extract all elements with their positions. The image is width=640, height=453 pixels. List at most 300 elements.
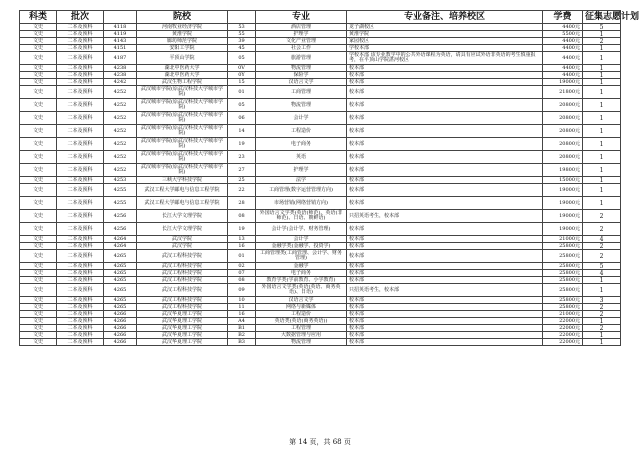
row-school-code: 4265 <box>104 270 137 277</box>
row-category: 文史 <box>20 99 57 112</box>
row-batch: 二本及预科 <box>57 112 104 125</box>
row-plan: 1 <box>583 177 621 184</box>
row-plan: 1 <box>583 284 621 297</box>
row-school-code: 4265 <box>104 263 137 270</box>
row-school-code: 4265 <box>104 250 137 263</box>
row-major-code: 14 <box>228 125 256 138</box>
row-major: 物流管理 <box>256 99 347 112</box>
row-remarks: 学校本部 <box>347 45 543 52</box>
row-school-code: 4151 <box>104 45 137 52</box>
row-school-code: 4264 <box>104 236 137 243</box>
header-category: 科类 <box>20 11 57 24</box>
row-major: 外国语言文学类(英语(英语、商务英语)、日语) <box>256 284 347 297</box>
row-school: 武汉工程科技学院 <box>137 277 228 284</box>
row-major-code: 08 <box>228 277 256 284</box>
row-school-code: 4265 <box>104 297 137 304</box>
row-major-code: 23 <box>228 151 256 164</box>
table-body <box>20 24 621 346</box>
table-row <box>20 72 621 79</box>
table-row <box>20 250 621 263</box>
row-category: 文史 <box>20 277 57 284</box>
row-major: 金融学类(金融学、投资学) <box>256 243 347 250</box>
row-major: 市场营销(网络营销方向) <box>256 197 347 210</box>
row-major-code: 16 <box>228 311 256 318</box>
row-plan: 3 <box>583 297 621 304</box>
row-school: 武汉城市学院(原武汉科技大学城市学院) <box>137 164 228 177</box>
row-school-code: 4265 <box>104 304 137 311</box>
row-school: 武汉城市学院(原武汉科技大学城市学院) <box>137 86 228 99</box>
row-school-code: 4255 <box>104 184 137 197</box>
row-category: 文史 <box>20 52 57 65</box>
row-school-code: 4264 <box>104 243 137 250</box>
row-tuition: 4400元 <box>543 72 583 79</box>
row-major-code: 01 <box>228 250 256 263</box>
row-tuition: 22000元 <box>543 318 583 325</box>
table-row <box>20 138 621 151</box>
row-tuition: 25800元 <box>543 250 583 263</box>
row-school-code: 4252 <box>104 125 137 138</box>
header-batch: 批次 <box>57 11 104 24</box>
row-plan: 5 <box>583 263 621 270</box>
row-plan: 1 <box>583 125 621 138</box>
row-major-code: 11 <box>228 304 256 311</box>
row-tuition: 21000元 <box>543 236 583 243</box>
row-major: 工程管理 <box>256 325 347 332</box>
row-tuition: 20800元 <box>543 112 583 125</box>
row-batch: 二本及预科 <box>57 99 104 112</box>
row-major: 电子商务 <box>256 138 347 151</box>
row-tuition: 4400元 <box>543 24 583 31</box>
row-school-code: 4252 <box>104 86 137 99</box>
row-plan: 2 <box>583 243 621 250</box>
row-school-code: 4252 <box>104 151 137 164</box>
row-remarks: 校本部 <box>347 236 543 243</box>
row-school-code: 4255 <box>104 197 137 210</box>
row-school: 武汉工程科技学院 <box>137 297 228 304</box>
row-batch: 二本及预科 <box>57 164 104 177</box>
row-tuition: 19000元 <box>543 197 583 210</box>
row-school-code: 4266 <box>104 332 137 339</box>
row-category: 文史 <box>20 65 57 72</box>
row-plan: 1 <box>583 138 621 151</box>
row-major-code: 07 <box>228 270 256 277</box>
row-batch: 二本及预科 <box>57 270 104 277</box>
row-school-code: 4119 <box>104 31 137 38</box>
table-row <box>20 65 621 72</box>
row-major: 网络与新媒体 <box>256 304 347 311</box>
row-tuition: 4400元 <box>543 65 583 72</box>
row-tuition: 22000元 <box>543 325 583 332</box>
row-plan: 1 <box>583 79 621 86</box>
row-plan: 2 <box>583 210 621 223</box>
header-major-code <box>228 11 256 24</box>
row-tuition: 19000元 <box>543 210 583 223</box>
row-remarks: 校本部 <box>347 125 543 138</box>
row-major: 电子商务 <box>256 270 347 277</box>
row-batch: 二本及预科 <box>57 45 104 52</box>
row-remarks: 家园校区 <box>347 38 543 45</box>
table-row <box>20 151 621 164</box>
header-tuition: 学费 <box>543 11 583 24</box>
row-batch: 二本及预科 <box>57 236 104 243</box>
row-major-code: 05 <box>228 99 256 112</box>
row-batch: 二本及预科 <box>57 318 104 325</box>
row-major: 汉语言文学 <box>256 297 347 304</box>
row-tuition: 25800元 <box>543 270 583 277</box>
row-plan: 1 <box>583 339 621 346</box>
row-major-code: 39 <box>228 38 256 45</box>
table-row <box>20 284 621 297</box>
row-school: 武汉华夏理工学院 <box>137 318 228 325</box>
row-category: 文史 <box>20 112 57 125</box>
row-school: 长江大学文理学院 <box>137 210 228 223</box>
row-major-code: 0Y <box>228 72 256 79</box>
row-major: 教育学类(学前教育、小学教育) <box>256 277 347 284</box>
row-tuition: 25800元 <box>543 297 583 304</box>
row-remarks: 校本部 <box>347 263 543 270</box>
row-major: 法学 <box>256 177 347 184</box>
page-footer: 第 14 页，共 68 页 <box>289 438 351 446</box>
row-major: 文化产业管理 <box>256 38 347 45</box>
row-batch: 二本及预科 <box>57 138 104 151</box>
row-batch: 二本及预科 <box>57 72 104 79</box>
row-tuition: 25800元 <box>543 284 583 297</box>
row-plan: 5 <box>583 24 621 31</box>
row-school-code: 4143 <box>104 38 137 45</box>
row-major-code: 13 <box>228 236 256 243</box>
table-row <box>20 277 621 284</box>
row-plan: 2 <box>583 311 621 318</box>
row-major-code: 0V <box>228 65 256 72</box>
table-row <box>20 339 621 346</box>
table-row <box>20 177 621 184</box>
row-batch: 二本及预科 <box>57 184 104 197</box>
row-school: 武汉学院 <box>137 243 228 250</box>
row-school: 武汉城市学院(原武汉科技大学城市学院) <box>137 125 228 138</box>
row-plan: 4 <box>583 236 621 243</box>
row-major-code: 19 <box>228 223 256 236</box>
row-major: 大数据管理与应用 <box>256 332 347 339</box>
row-remarks: 校本部 <box>347 297 543 304</box>
row-major: 工商管理类(工商管理、会计学、财务管理) <box>256 250 347 263</box>
row-school: 武汉工程大学邮电与信息工程学院 <box>137 184 228 197</box>
row-tuition: 4400元 <box>543 52 583 65</box>
row-tuition: 22000元 <box>543 332 583 339</box>
row-remarks: 校本部 <box>347 339 543 346</box>
table-row <box>20 24 621 31</box>
row-major: 酒店管理 <box>256 24 347 31</box>
row-major: 保险学 <box>256 72 347 79</box>
row-batch: 二本及预科 <box>57 86 104 99</box>
row-remarks: 校本部 <box>347 304 543 311</box>
row-school-code: 4256 <box>104 223 137 236</box>
header-remarks: 专业备注、培养校区 <box>347 11 543 24</box>
row-remarks: 校本部 <box>347 138 543 151</box>
row-batch: 二本及预科 <box>57 297 104 304</box>
row-school-code: 4266 <box>104 325 137 332</box>
table-row <box>20 79 621 86</box>
row-tuition: 4400元 <box>543 38 583 45</box>
row-category: 文史 <box>20 263 57 270</box>
table-row <box>20 236 621 243</box>
row-batch: 二本及预科 <box>57 284 104 297</box>
row-plan: 1 <box>583 65 621 72</box>
table-row <box>20 38 621 45</box>
row-school-code: 4253 <box>104 177 137 184</box>
row-tuition: 19000元 <box>543 79 583 86</box>
row-category: 文史 <box>20 197 57 210</box>
row-school: 河南牧业经济学院 <box>137 24 228 31</box>
row-remarks: 校本部 <box>347 277 543 284</box>
row-major: 护理学 <box>256 31 347 38</box>
row-remarks: 校本部 <box>347 184 543 197</box>
row-school-code: 4118 <box>104 24 137 31</box>
row-school: 黄淮学院 <box>137 31 228 38</box>
row-school-code: 4252 <box>104 99 137 112</box>
row-school-code: 4265 <box>104 284 137 297</box>
row-category: 文史 <box>20 177 57 184</box>
table-row <box>20 243 621 250</box>
row-school: 武汉城市学院(原武汉科技大学城市学院) <box>137 99 228 112</box>
row-major-code: 09 <box>228 284 256 297</box>
row-plan: 1 <box>583 31 621 38</box>
row-remarks: 校本部 <box>347 112 543 125</box>
row-major-code: 25 <box>228 177 256 184</box>
row-category: 文史 <box>20 184 57 197</box>
table-row <box>20 270 621 277</box>
row-tuition: 20800元 <box>543 138 583 151</box>
row-school: 武汉工程科技学院 <box>137 284 228 297</box>
row-category: 文史 <box>20 31 57 38</box>
row-remarks: 学校本部 该专业教学中的公共外语课程为英语，请具有应试外语非英语的考生慎重报考，在平顶山学院湛河校区 <box>347 52 543 65</box>
row-category: 文史 <box>20 325 57 332</box>
row-plan: 1 <box>583 99 621 112</box>
row-plan: 1 <box>583 45 621 52</box>
row-school: 武汉工程科技学院 <box>137 304 228 311</box>
row-remarks: 校本部 <box>347 318 543 325</box>
row-remarks: 校本部 <box>347 270 543 277</box>
row-plan: 1 <box>583 52 621 65</box>
table-row <box>20 86 621 99</box>
row-category: 文史 <box>20 318 57 325</box>
row-batch: 二本及预科 <box>57 223 104 236</box>
row-batch: 二本及预科 <box>57 151 104 164</box>
row-tuition: 21000元 <box>543 311 583 318</box>
row-plan: 1 <box>583 112 621 125</box>
table-row <box>20 325 621 332</box>
row-major: 会计学 <box>256 112 347 125</box>
row-tuition: 19800元 <box>543 164 583 177</box>
row-category: 文史 <box>20 236 57 243</box>
row-major: 英语类(英语(商务英语)) <box>256 318 347 325</box>
row-batch: 二本及预科 <box>57 125 104 138</box>
row-batch: 二本及预科 <box>57 250 104 263</box>
row-school-code: 4265 <box>104 277 137 284</box>
row-batch: 二本及预科 <box>57 277 104 284</box>
row-batch: 二本及预科 <box>57 197 104 210</box>
row-plan: 4 <box>583 270 621 277</box>
row-major-code: 15 <box>228 79 256 86</box>
admission-plan-table <box>19 10 640 346</box>
table-row <box>20 304 621 311</box>
row-major: 物流管理 <box>256 339 347 346</box>
row-major-code: 53 <box>228 24 256 31</box>
row-remarks: 校本部 <box>347 151 543 164</box>
row-plan: 1 <box>583 151 621 164</box>
row-major: 英语 <box>256 151 347 164</box>
row-batch: 二本及预科 <box>57 24 104 31</box>
row-batch: 二本及预科 <box>57 52 104 65</box>
row-tuition: 19000元 <box>543 184 583 197</box>
row-tuition: 22000元 <box>543 339 583 346</box>
row-batch: 二本及预科 <box>57 243 104 250</box>
row-school: 湖北中医药大学 <box>137 65 228 72</box>
row-major-code: 22 <box>228 184 256 197</box>
row-plan: 1 <box>583 164 621 177</box>
row-remarks: 校本部 <box>347 79 543 86</box>
row-major: 工程造价 <box>256 125 347 138</box>
row-category: 文史 <box>20 250 57 263</box>
row-major: 工商管理 <box>256 86 347 99</box>
row-major-code: 45 <box>228 45 256 52</box>
row-major: 社会工作 <box>256 45 347 52</box>
row-category: 文史 <box>20 270 57 277</box>
row-remarks: 校本部 <box>347 243 543 250</box>
table-row <box>20 311 621 318</box>
row-remarks: 黄淮学院 <box>347 31 543 38</box>
row-school: 武汉华夏理工学院 <box>137 339 228 346</box>
row-batch: 二本及预科 <box>57 339 104 346</box>
row-plan: 2 <box>583 325 621 332</box>
row-batch: 二本及预科 <box>57 210 104 223</box>
row-remarks: 校本部 <box>347 72 543 79</box>
row-batch: 二本及预科 <box>57 65 104 72</box>
header-school-code <box>104 11 137 24</box>
row-school: 武汉城市学院(原武汉科技大学城市学院) <box>137 138 228 151</box>
row-category: 文史 <box>20 332 57 339</box>
row-school: 武汉城市学院(原武汉科技大学城市学院) <box>137 112 228 125</box>
row-remarks: 校本部 <box>347 65 543 72</box>
row-plan: 2 <box>583 223 621 236</box>
row-remarks: 校本部 <box>347 197 543 210</box>
row-school: 平顶山学院 <box>137 52 228 65</box>
row-school-code: 4266 <box>104 311 137 318</box>
row-school: 长江大学文理学院 <box>137 223 228 236</box>
row-category: 文史 <box>20 24 57 31</box>
table-row <box>20 164 621 177</box>
row-school-code: 4252 <box>104 138 137 151</box>
row-major: 护理学 <box>256 164 347 177</box>
row-category: 文史 <box>20 151 57 164</box>
row-category: 文史 <box>20 210 57 223</box>
table-row <box>20 263 621 270</box>
row-plan: 1 <box>583 72 621 79</box>
row-school-code: 4252 <box>104 112 137 125</box>
table-row <box>20 45 621 52</box>
row-category: 文史 <box>20 284 57 297</box>
row-category: 文史 <box>20 45 57 52</box>
row-school: 廊坊师范学院 <box>137 38 228 45</box>
header-major: 专业 <box>256 11 347 24</box>
row-remarks: 校本部 <box>347 99 543 112</box>
row-category: 文史 <box>20 72 57 79</box>
row-remarks: 校本部 <box>347 325 543 332</box>
row-school: 武汉工程科技学院 <box>137 250 228 263</box>
row-tuition: 25800元 <box>543 263 583 270</box>
row-school: 三峡大学科技学院 <box>137 177 228 184</box>
row-batch: 二本及预科 <box>57 79 104 86</box>
row-batch: 二本及预科 <box>57 311 104 318</box>
row-school: 武汉工程科技学院 <box>137 263 228 270</box>
row-major: 物流管理 <box>256 65 347 72</box>
row-major-code: 16 <box>228 243 256 250</box>
row-major: 外国语言文学类(英语(师范)、英语(非师范)、日语、朝鲜语) <box>256 210 347 223</box>
row-major-code: 02 <box>228 263 256 270</box>
header-plan: 征集志愿计划 <box>583 11 621 24</box>
row-tuition: 21800元 <box>543 86 583 99</box>
row-school-code: 4252 <box>104 164 137 177</box>
row-category: 文史 <box>20 79 57 86</box>
row-batch: 二本及预科 <box>57 332 104 339</box>
table-row <box>20 223 621 236</box>
table-row <box>20 125 621 138</box>
row-tuition: 20800元 <box>543 99 583 112</box>
row-category: 文史 <box>20 297 57 304</box>
row-major: 会计学(会计学、财务管理) <box>256 223 347 236</box>
row-batch: 二本及预科 <box>57 177 104 184</box>
row-category: 文史 <box>20 223 57 236</box>
row-plan: 1 <box>583 197 621 210</box>
row-tuition: 25800元 <box>543 243 583 250</box>
row-tuition: 5500元 <box>543 31 583 38</box>
row-school: 武汉工程大学邮电与信息工程学院 <box>137 197 228 210</box>
row-major-code: B1 <box>228 325 256 332</box>
row-tuition: 19000元 <box>543 223 583 236</box>
row-major: 工程造价 <box>256 311 347 318</box>
row-plan: 2 <box>583 250 621 263</box>
row-school-code: 4187 <box>104 52 137 65</box>
row-batch: 二本及预科 <box>57 325 104 332</box>
row-plan: 2 <box>583 304 621 311</box>
row-remarks: 校本部 <box>347 250 543 263</box>
row-major-code: 55 <box>228 31 256 38</box>
table-row <box>20 52 621 65</box>
row-remarks: 只招英语考生，校本部 <box>347 210 543 223</box>
row-category: 文史 <box>20 86 57 99</box>
row-major-code: 06 <box>228 112 256 125</box>
row-plan: 1 <box>583 86 621 99</box>
row-category: 文史 <box>20 304 57 311</box>
row-school: 武汉城市学院(原武汉科技大学城市学院) <box>137 151 228 164</box>
row-major-code: 08 <box>228 210 256 223</box>
table-row <box>20 197 621 210</box>
row-major: 会计学 <box>256 236 347 243</box>
row-school: 武汉工程科技学院 <box>137 270 228 277</box>
row-remarks: 校本部 <box>347 86 543 99</box>
row-plan: 2 <box>583 38 621 45</box>
header-school: 院校 <box>137 11 228 24</box>
row-major-code: 01 <box>228 86 256 99</box>
row-school-code: 4238 <box>104 65 137 72</box>
row-major-code: B2 <box>228 332 256 339</box>
row-category: 文史 <box>20 125 57 138</box>
row-plan: 1 <box>583 277 621 284</box>
row-batch: 二本及预科 <box>57 31 104 38</box>
row-school: 武汉学院 <box>137 236 228 243</box>
row-category: 文史 <box>20 38 57 45</box>
row-major-code: 10 <box>228 297 256 304</box>
row-major-code: 28 <box>228 197 256 210</box>
